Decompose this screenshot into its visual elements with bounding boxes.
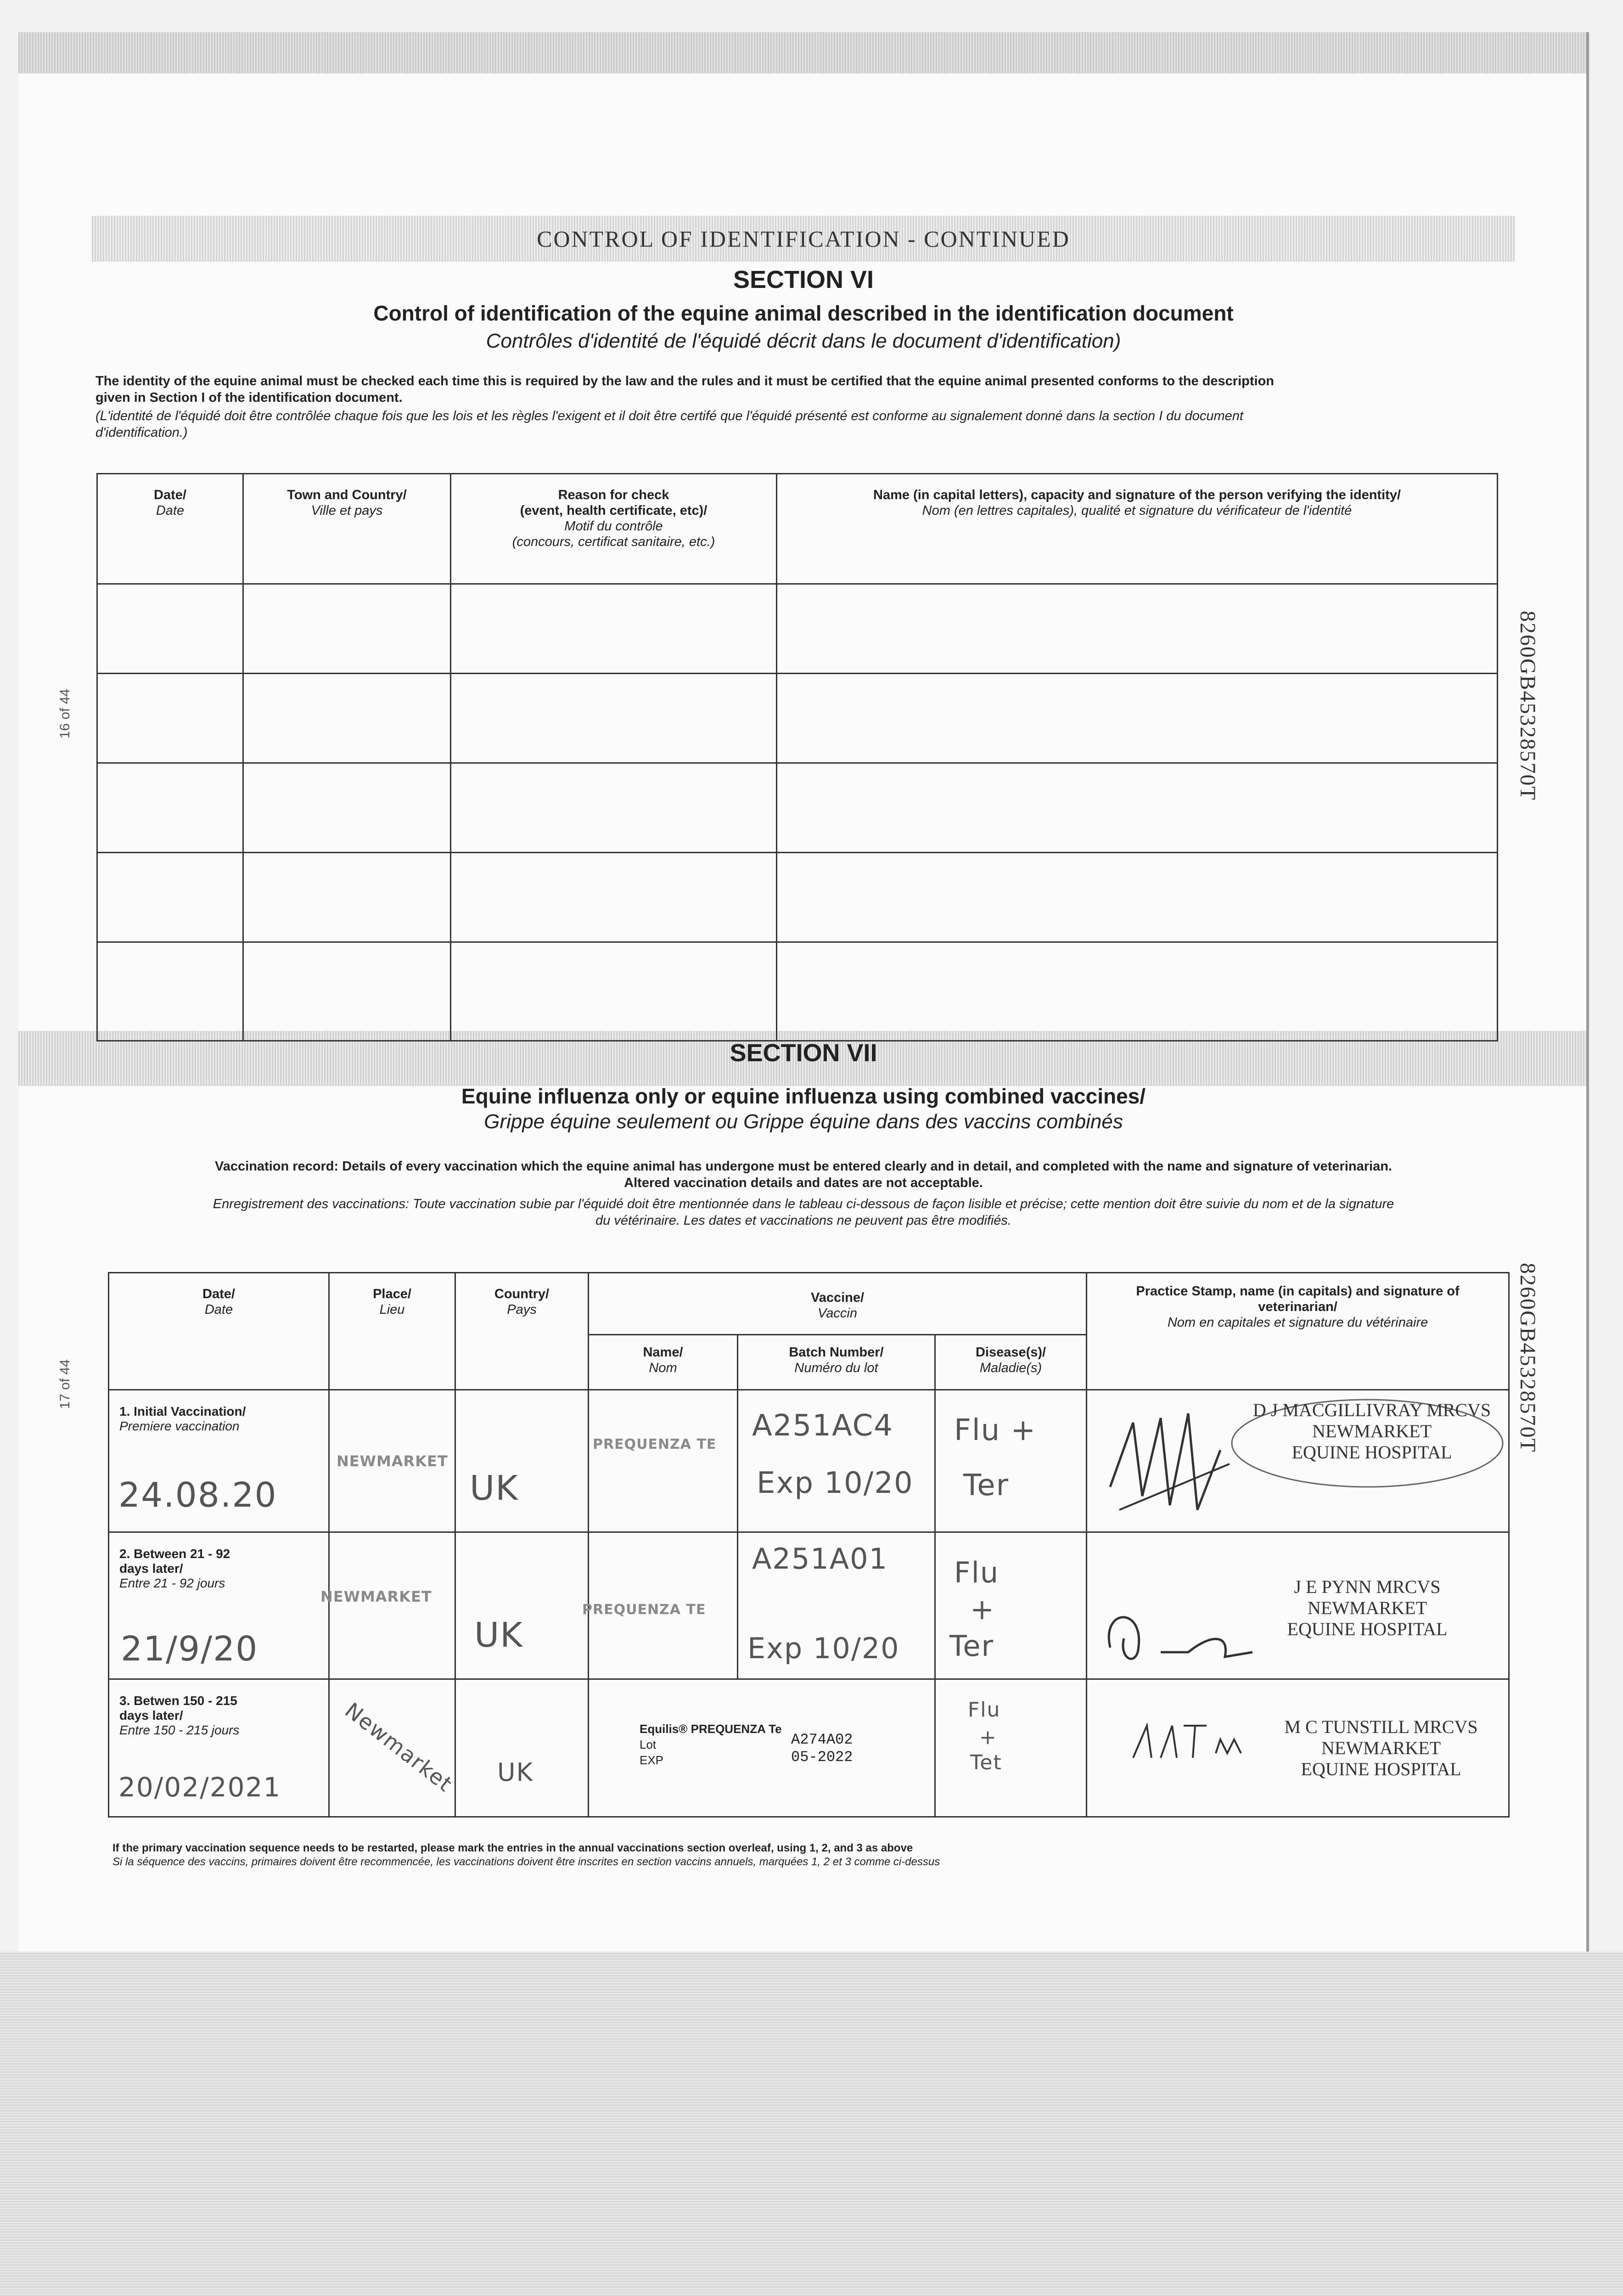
- row2-place-cell: [320, 1532, 455, 1679]
- row2-disease-cell: [935, 1532, 1087, 1679]
- col-vaccine: Vaccine/ Vaccin: [589, 1273, 1087, 1335]
- handwritten-disease: Flu: [968, 1698, 1001, 1722]
- handwritten-batch: A251A01: [752, 1542, 888, 1576]
- col-date: Date/ Date: [109, 1273, 329, 1390]
- row-label-fr: Entre 150 - 215 jours: [119, 1723, 240, 1737]
- lot-label: Lot: [640, 1738, 657, 1751]
- section-vii-title: SECTION VII: [730, 1039, 877, 1067]
- record-fr-line-2: du vétérinaire. Les dates et vaccinations ne peuvent pas être modifiés.: [595, 1213, 1011, 1228]
- side-id-code-1: 8260GB45328570T: [1516, 611, 1540, 801]
- row3-vaccine-label-cell: [589, 1679, 935, 1817]
- handwritten-disease-3: Tet: [970, 1751, 1002, 1774]
- vaccine-product: Equilis® PREQUENZA Te: [640, 1722, 782, 1736]
- table-row: [97, 853, 1498, 942]
- row1-place-cell: [329, 1390, 455, 1532]
- table-row: [97, 942, 1498, 1041]
- row1-date-cell: [109, 1390, 329, 1532]
- control-of-identification-title: CONTROL OF IDENTIFICATION - CONTINUED: [92, 216, 1515, 262]
- record-fr-line-1: Enregistrement des vaccinations: Toute vaccination subie par l'équidé doit être mentionnée dans le tableau ci-dessous de façon lisible et précise; cette mention doit être suivie du nom et de la signature: [213, 1197, 1394, 1211]
- row1-disease-cell: [935, 1390, 1087, 1532]
- row2-vet-cell: [1087, 1532, 1509, 1679]
- section-vi-intro: [95, 373, 1565, 406]
- handwritten-date: 24.08.20: [118, 1475, 277, 1515]
- footnote-fr: Si la séquence des vaccins, primaires doivent être recommencée, les vaccinations doivent être inscrites en section vaccins annuels, marquées 1, 2 et 3 comme ci-dessus: [112, 1856, 940, 1868]
- table-row: [97, 763, 1498, 853]
- record-line-1: Vaccination record: Details of every vaccination which the equine animal has undergone must be entered clearly and in detail, and completed with the name and signature of veterinarian.: [215, 1159, 1392, 1174]
- row2-vaccine-cell: [582, 1532, 738, 1679]
- intro-line-2: given in Section I of the identification document.: [95, 390, 403, 405]
- vet-practice: NEWMARKET: [1321, 1738, 1441, 1758]
- vet-hospital: EQUINE HOSPITAL: [1292, 1442, 1452, 1463]
- handwritten-disease-2: +: [970, 1593, 995, 1626]
- vet-name: J E PYNN MRCVS: [1294, 1576, 1441, 1597]
- row3-disease-cell: [935, 1679, 1087, 1817]
- row2-batch-cell: [738, 1532, 935, 1679]
- vaccination-record-note: [92, 1158, 1515, 1191]
- row1-vet-cell: [1087, 1390, 1509, 1532]
- scan-bottom-area: [0, 1952, 1623, 2296]
- col-disease: Disease(s)/ Maladie(s): [935, 1335, 1087, 1390]
- footnote-en: If the primary vaccination sequence needs to be restarted, please mark the entries in the annual vaccinations section overleaf, using 1, 2, and 3 as above: [112, 1842, 913, 1854]
- row2-date-cell: [109, 1532, 329, 1679]
- vet-hospital: EQUINE HOSPITAL: [1287, 1619, 1448, 1639]
- intro-fr-line-1: (L'identité de l'équidé doit être contrôlée chaque fois que les lois et les règles l'exigent et il doit être certifé que l'équidé présenté est conforme au signalement donné dans la section I du document: [95, 409, 1243, 423]
- row2-country-cell: [455, 1532, 589, 1679]
- vet-practice: NEWMARKET: [1312, 1421, 1432, 1441]
- row-label-fr: Premiere vaccination: [119, 1419, 240, 1433]
- scan-top-band: [18, 32, 1589, 73]
- vaccine-sticker-values: [791, 1731, 853, 1766]
- row-label: 3. Betwen 150 - 215: [119, 1694, 237, 1708]
- handwritten-disease-2: +: [979, 1726, 997, 1749]
- intro-fr-line-2: d'identification.): [95, 425, 188, 440]
- handwritten-expiry: Exp 10/20: [747, 1632, 900, 1665]
- row3-place-cell: [329, 1679, 458, 1817]
- expiry-date: 05-2022: [791, 1749, 853, 1766]
- signature-mark: [1092, 1395, 1243, 1528]
- place-stamp: NEWMARKET: [320, 1588, 432, 1605]
- handwritten-disease: Flu +: [954, 1413, 1037, 1447]
- handwritten-country: UK: [470, 1469, 519, 1508]
- section-vi-intro-fr: [95, 408, 1565, 441]
- vaccination-record-note-fr: [92, 1196, 1515, 1229]
- identity-check-table: [96, 473, 1498, 1041]
- handwritten-date: 21/9/20: [121, 1629, 258, 1669]
- vaccination-header-row-1: [109, 1273, 1509, 1335]
- col-reason: Reason for check (event, health certificate, etc)/ Motif du contrôle (concours, certificat sanitaire, etc.): [451, 474, 777, 584]
- row-label: 1. Initial Vaccination/: [119, 1404, 246, 1418]
- vaccine-stamp: PREQUENZA TE: [593, 1436, 717, 1452]
- handwritten-batch: A251AC4: [752, 1409, 893, 1443]
- handwritten-country: UK: [474, 1615, 523, 1655]
- page-edge: [1586, 32, 1589, 1952]
- row1-country-cell: [455, 1390, 589, 1532]
- col-place: Place/ Lieu: [329, 1273, 455, 1390]
- section-vii-subtitle: Equine influenza only or equine influenza using combined vaccines/: [461, 1084, 1146, 1108]
- handwritten-place: Newmarket: [340, 1698, 458, 1797]
- section-vii-subtitle-fr: Grippe équine seulement ou Grippe équine dans des vaccins combinés: [484, 1110, 1123, 1133]
- vet-stamp: [1239, 1400, 1505, 1463]
- signature-mark: [1129, 1707, 1280, 1772]
- record-line-2: Altered vaccination details and dates are not acceptable.: [624, 1176, 983, 1190]
- handwritten-disease-3: Ter: [949, 1629, 994, 1663]
- row-label-2: days later/: [119, 1708, 183, 1722]
- identity-check-header: [97, 474, 1498, 584]
- vaccination-table: [108, 1272, 1510, 1818]
- row1-vaccine-cell: [589, 1390, 738, 1532]
- exp-label: EXP: [640, 1753, 664, 1767]
- vet-stamp: [1239, 1576, 1496, 1640]
- col-town-country: Town and Country/ Ville et pays: [243, 474, 451, 584]
- vet-practice: NEWMARKET: [1308, 1598, 1427, 1618]
- table-row: [109, 1532, 1509, 1679]
- vet-hospital: EQUINE HOSPITAL: [1301, 1759, 1461, 1779]
- vaccine-stamp: PREQUENZA TE: [582, 1602, 706, 1618]
- row1-batch-cell: [738, 1390, 935, 1532]
- table-row: [97, 674, 1498, 763]
- handwritten-disease: Flu: [954, 1556, 1000, 1589]
- vaccination-footnote: [112, 1841, 1536, 1869]
- section-vi-subtitle: Control of identification of the equine animal described in the identification document: [373, 301, 1234, 325]
- lot-number: A274A02: [791, 1731, 853, 1748]
- vaccine-sticker: [640, 1721, 782, 1768]
- vet-name: D J MACGILLIVRAY MRCVS: [1252, 1400, 1491, 1420]
- table-row: [109, 1679, 1509, 1817]
- handwritten-expiry: Exp 10/20: [757, 1466, 914, 1500]
- row-label-fr: Entre 21 - 92 jours: [119, 1576, 225, 1590]
- section-vi-title: SECTION VI: [733, 266, 874, 293]
- intro-line-1: The identity of the equine animal must be checked each time this is required by the law and the rules and it must be certified that the equine animal presented conforms to the description: [95, 374, 1275, 388]
- section-vi-subtitle-fr: Contrôles d'identité de l'équidé décrit dans le document d'identification): [486, 330, 1121, 352]
- row-label: 2. Between 21 - 92: [119, 1547, 230, 1561]
- handwritten-disease-2: Ter: [963, 1469, 1009, 1503]
- table-row: [109, 1390, 1509, 1532]
- col-practice-stamp: Practice Stamp, name (in capitals) and signature of veterinarian/ Nom en capitales et signature du vétérinaire: [1087, 1273, 1509, 1390]
- table-row: [97, 584, 1498, 674]
- handwritten-date: 20/02/2021: [118, 1772, 281, 1803]
- col-date: Date/ Date: [97, 474, 243, 584]
- row3-date-cell: [109, 1679, 329, 1817]
- col-batch-number: Batch Number/ Numéro du lot: [738, 1335, 935, 1390]
- side-id-code-2: 8260GB45328570T: [1516, 1263, 1540, 1453]
- row3-country-cell: [455, 1679, 589, 1817]
- vet-stamp: [1262, 1716, 1500, 1780]
- vet-name: M C TUNSTILL MRCVS: [1284, 1716, 1478, 1737]
- row3-vet-cell: [1087, 1679, 1509, 1817]
- page-number-17: 17 of 44: [57, 1359, 73, 1409]
- page-number-16: 16 of 44: [57, 689, 73, 739]
- col-country: Country/ Pays: [455, 1273, 589, 1390]
- col-vaccine-name: Name/ Nom: [589, 1335, 738, 1390]
- place-stamp: NEWMARKET: [337, 1452, 448, 1470]
- row-label-2: days later/: [119, 1561, 183, 1576]
- col-verifier: Name (in capital letters), capacity and signature of the person verifying the identity/ Nom (en lettres capitales), qualité et signature du vérificateur de l'identité: [777, 474, 1498, 584]
- handwritten-country: UK: [497, 1758, 534, 1787]
